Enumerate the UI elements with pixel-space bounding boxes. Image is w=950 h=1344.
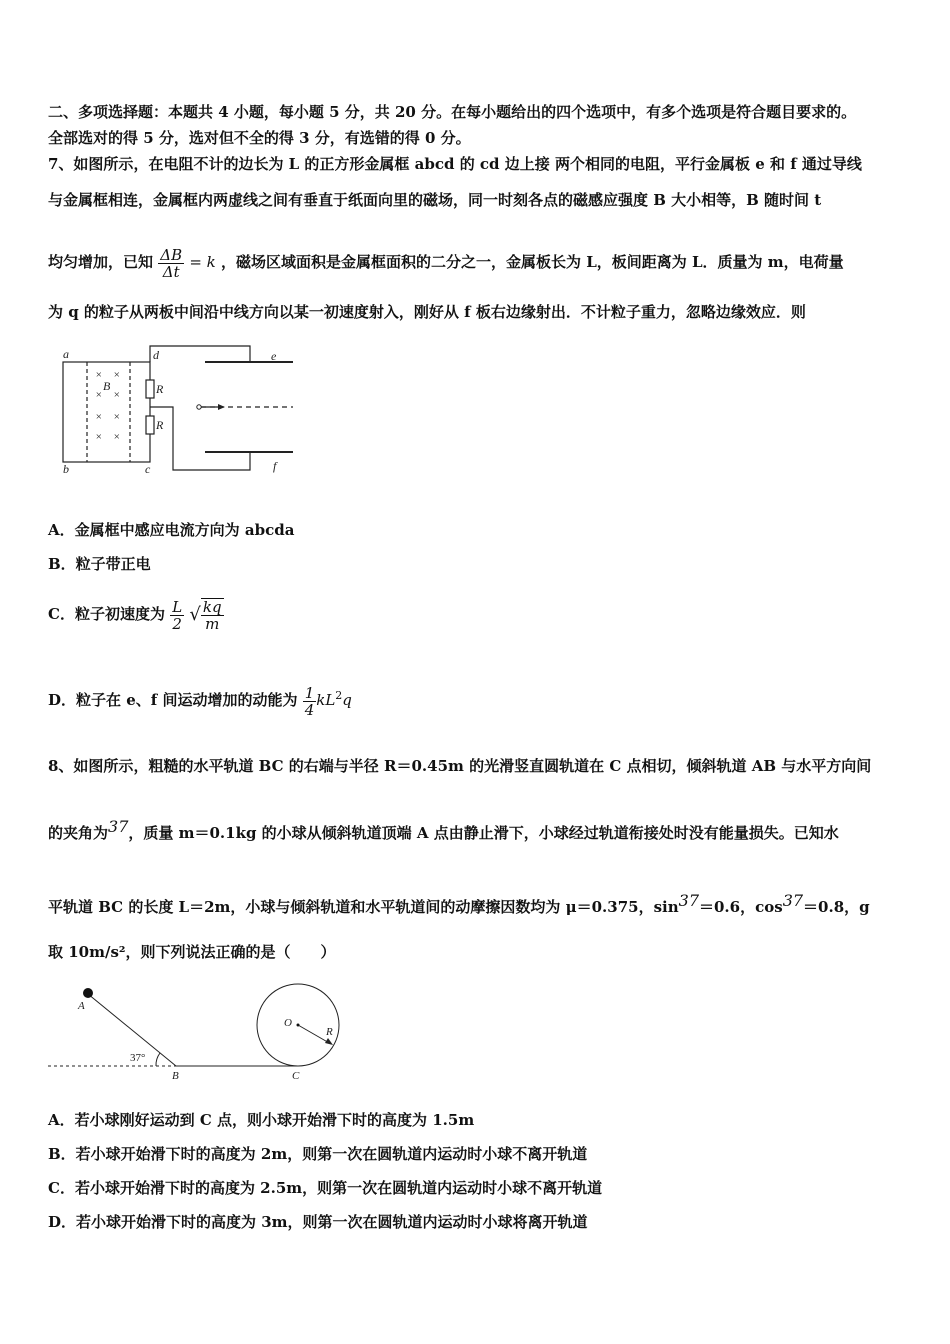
q7-option-d-expr: kL bbox=[316, 691, 336, 709]
q7-option-d-q: q bbox=[342, 691, 352, 709]
field-cross: × bbox=[95, 389, 103, 401]
metal-frame bbox=[63, 362, 150, 462]
q8-cos-angle: 37 bbox=[782, 891, 804, 910]
q7-option-d[interactable] bbox=[48, 674, 352, 722]
label-e: e bbox=[271, 349, 277, 363]
label-f: f bbox=[273, 459, 277, 473]
q7-stem-line2: 与金属框相连，金属框内两虚线之间有垂直于纸面向里的磁场，同一时刻各点的磁感应强度 B 大小相等，B 随时间 t bbox=[48, 191, 822, 209]
ball bbox=[83, 988, 93, 998]
arrowhead-icon bbox=[218, 404, 225, 410]
q8-stem-line3 bbox=[48, 888, 870, 920]
frac-denominator: Δt bbox=[162, 262, 180, 281]
q7-option-d-fraction bbox=[303, 685, 317, 718]
q8-stem-line3-text-a: 平轨道 BC 的长度 L＝2m，小球与倾斜轨道和水平轨道间的动摩擦因数均为 μ＝0.375，sin bbox=[48, 898, 679, 916]
field-cross: × bbox=[113, 431, 121, 443]
q7-option-c-radicand bbox=[201, 598, 224, 632]
radius-arrowhead-icon bbox=[325, 1038, 333, 1045]
q8-angle-37: 37 bbox=[108, 817, 129, 836]
field-cross: × bbox=[95, 369, 103, 381]
field-cross: × bbox=[95, 411, 103, 423]
q7-circuit-figure bbox=[55, 340, 305, 475]
frac-numerator: ΔB bbox=[160, 245, 183, 264]
q7-stem-line3-text-a: 均匀增加，已知 bbox=[48, 253, 154, 271]
particle bbox=[197, 405, 201, 409]
field-cross: × bbox=[113, 369, 121, 381]
frac-numerator: 1 bbox=[304, 683, 315, 702]
q7-option-c-text: C．粒子初速度为 bbox=[48, 605, 165, 623]
label-C: C bbox=[292, 1070, 300, 1082]
q8-stem-line1: 8、如图所示，粗糙的水平轨道 BC 的右端与半径 R＝0.45m 的光滑竖直圆轨道在 C 点相切，倾斜轨道 AB 与水平方向间 bbox=[48, 757, 872, 775]
label-R1: R bbox=[156, 382, 164, 396]
sqrt-icon: √ bbox=[189, 604, 201, 625]
center-point bbox=[297, 1024, 300, 1027]
wire-top bbox=[150, 346, 250, 362]
q7-stem-line1: 7、如图所示，在电阻不计的边长为 L 的正方形金属框 abcd 的 cd 边上接 两个相同的电阻，平行金属板 e 和 f 通过导线 bbox=[48, 155, 862, 173]
q7-option-b[interactable]: B．粒子带正电 bbox=[48, 555, 151, 573]
q7-option-a[interactable]: A．金属框中感应电流方向为 abcda bbox=[48, 521, 295, 539]
label-B: B bbox=[103, 379, 111, 393]
q8-stem-line3-text-b: ＝0.6，cos bbox=[699, 898, 783, 916]
q7-formula-equals-k: = k bbox=[189, 253, 216, 271]
frac-denominator: 4 bbox=[304, 700, 315, 719]
q8-stem-line2-text-a: 的夹角为 bbox=[48, 824, 109, 842]
q7-formula-dB-dt bbox=[158, 247, 184, 280]
q8-stem-line4: 取 10m/s²，则下列说法正确的是（ ） bbox=[48, 943, 336, 961]
q7-stem-line3-text-b: ，磁场区域面积是金属框面积的二分之一，金属板长为 L，板间距离为 L．质量为 m，电荷量 bbox=[221, 253, 844, 271]
q8-stem-line2-text-b: ，质量 m＝0.1kg 的小球从倾斜轨道顶端 A 点由静止滑下，小球经过轨道衔接处时没有能量损失。已知水 bbox=[128, 824, 839, 842]
resistor-2 bbox=[146, 416, 154, 434]
label-R2: R bbox=[156, 418, 164, 432]
q7-option-d-text: D．粒子在 e、f 间运动增加的动能为 bbox=[48, 691, 298, 709]
q8-track-figure bbox=[48, 982, 348, 1086]
resistor-1 bbox=[146, 380, 154, 398]
label-A: A bbox=[78, 1000, 85, 1012]
q7-option-d-exponent: 2 bbox=[335, 689, 343, 702]
field-cross: × bbox=[95, 431, 103, 443]
label-O: O bbox=[284, 1017, 292, 1029]
label-B: B bbox=[172, 1070, 179, 1082]
label-b: b bbox=[63, 462, 69, 475]
q8-option-b[interactable]: B．若小球开始滑下时的高度为 2m，则第一次在圆轨道内运动时小球不离开轨道 bbox=[48, 1145, 588, 1163]
q7-option-c[interactable] bbox=[48, 592, 224, 637]
q8-option-c[interactable]: C．若小球开始滑下时的高度为 2.5m，则第一次在圆轨道内运动时小球不离开轨道 bbox=[48, 1179, 603, 1197]
label-d: d bbox=[153, 348, 159, 362]
q8-stem-line2 bbox=[48, 814, 839, 846]
section-header-line1: 二、多项选择题：本题共 4 小题，每小题 5 分，共 20 分。在每小题给出的四个选项中，有多个选项是符合题目要求的。 bbox=[48, 103, 857, 121]
section-header-line2: 全部选对的得 5 分，选对但不全的得 3 分，有选错的得 0 分。 bbox=[48, 129, 471, 147]
q8-option-d[interactable]: D．若小球开始滑下时的高度为 3m，则第一次在圆轨道内运动时小球将离开轨道 bbox=[48, 1213, 588, 1231]
label-a: a bbox=[63, 347, 69, 361]
label-c: c bbox=[145, 462, 151, 475]
field-cross: × bbox=[113, 389, 121, 401]
wire-bottom bbox=[150, 407, 250, 470]
angle-arc bbox=[156, 1053, 160, 1066]
label-angle: 37° bbox=[130, 1052, 146, 1064]
label-R: R bbox=[326, 1026, 333, 1038]
q7-option-c-fraction bbox=[170, 599, 184, 632]
q8-sin-angle: 37 bbox=[678, 891, 699, 910]
frac-denominator: m bbox=[205, 615, 220, 633]
frac-numerator: kq bbox=[202, 598, 222, 616]
field-cross: × bbox=[113, 411, 121, 423]
q8-stem-line3-text-c: ＝0.8，g bbox=[803, 898, 870, 916]
q7-stem-line4: 为 q 的粒子从两板中间沿中线方向以某一初速度射入，刚好从 f 板右边缘射出．不计粒子重力，忽略边缘效应．则 bbox=[48, 303, 806, 321]
frac-denominator: 2 bbox=[172, 614, 182, 633]
q7-stem-line3 bbox=[48, 242, 844, 282]
frac-numerator: L bbox=[172, 597, 183, 616]
q8-option-a[interactable]: A．若小球刚好运动到 C 点，则小球开始滑下时的高度为 1.5m bbox=[48, 1111, 475, 1129]
